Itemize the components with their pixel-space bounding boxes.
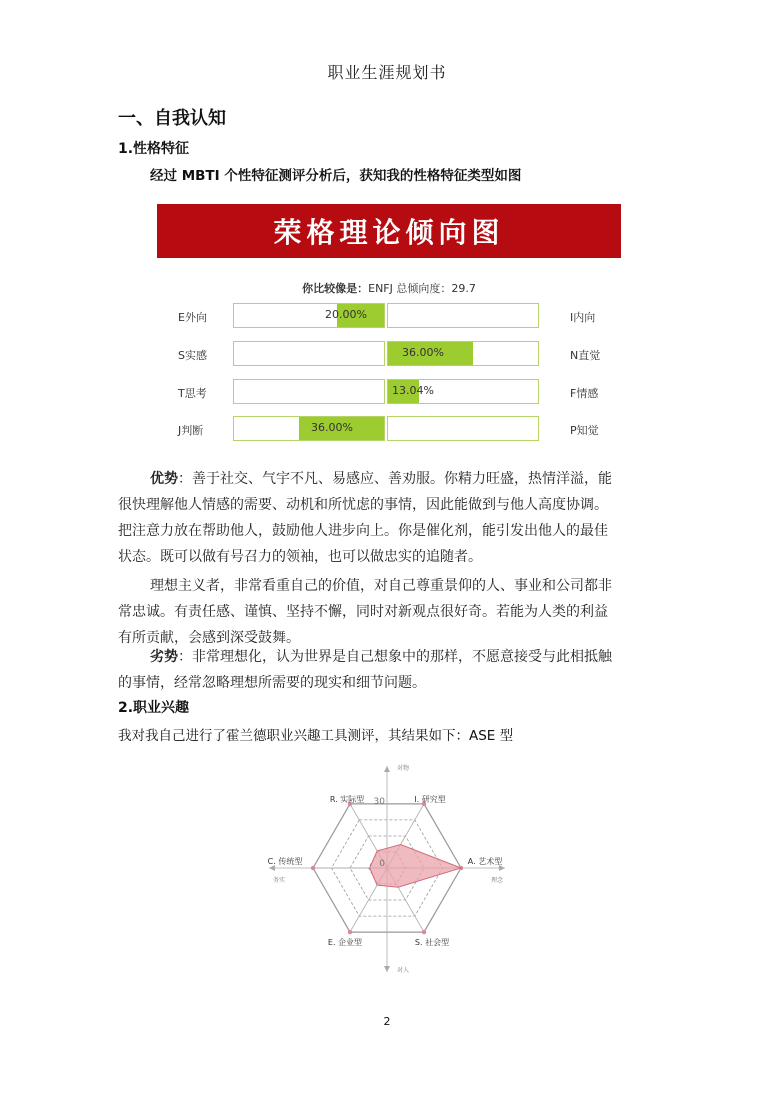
mbti-right-label: N直觉 bbox=[570, 349, 601, 362]
paragraph-idealist-line-1: 理想主义者，非常看重自己的价值，对自己尊重景仰的人、事业和公司都非 bbox=[150, 578, 612, 594]
mbti-bar-value: 13.04% bbox=[392, 384, 434, 397]
mbti-summary-label: 你比较像是： bbox=[302, 282, 369, 295]
weakness-label: 劣势 bbox=[150, 649, 178, 665]
mbti-summary bbox=[157, 280, 621, 296]
mbti-left-label: T思考 bbox=[178, 387, 207, 400]
radar-arrow-down bbox=[384, 966, 390, 972]
mbti-bar-value: 36.00% bbox=[402, 346, 444, 359]
paragraph-weakness-line-2: 的事情，经常忽略理想所需要的现实和细节问题。 bbox=[118, 675, 426, 691]
mbti-left-label: E外向 bbox=[178, 311, 207, 324]
paragraph-strengths-line-3: 把注意力放在帮助他人，鼓励他人进步向上。你是催化剂，能引发出他人的最佳 bbox=[118, 523, 608, 539]
radar-category-label: A. 艺术型 bbox=[467, 857, 503, 866]
radar-category-label: E. 企业型 bbox=[327, 938, 363, 947]
mbti-intro-text: 经过 MBTI 个性特征测评分析后，获知我的性格特征类型如图 bbox=[150, 168, 522, 184]
radar-vertex-dot bbox=[422, 930, 426, 934]
mbti-banner-title: 荣格理论倾向图 bbox=[157, 204, 621, 258]
radar-vertex-dot bbox=[348, 930, 352, 934]
section-heading: 一、自我认知 bbox=[118, 108, 226, 129]
paragraph-idealist-line-3: 有所贡献，会感到深受鼓舞。 bbox=[118, 630, 300, 646]
paragraph-strengths-line-2: 很快理解他人情感的需要、动机和所忧虑的事情，因此能做到与他人高度协调。 bbox=[118, 497, 608, 513]
holland-intro-text: 我对我自己进行了霍兰德职业兴趣工具测评，其结果如下：ASE 型 bbox=[118, 728, 514, 744]
mbti-bar-value: 20.00% bbox=[325, 308, 367, 321]
mbti-summary-value: ENFJ 总倾向度：29.7 bbox=[368, 282, 476, 295]
mbti-left-label: S实感 bbox=[178, 349, 207, 362]
mbti-right-bar-box bbox=[387, 341, 539, 366]
subsection-heading-personality: 1.性格特征 bbox=[118, 141, 190, 157]
document-title: 职业生涯规划书 bbox=[327, 63, 447, 82]
mbti-right-bar-box bbox=[387, 416, 539, 441]
mbti-right-label: F情感 bbox=[570, 387, 599, 400]
radar-category-label: R. 实际型 bbox=[329, 795, 365, 804]
radar-category-label: I. 研究型 bbox=[414, 795, 446, 804]
radar-axis-label-bottom: 对人 bbox=[397, 967, 410, 974]
radar-category-label: S. 社会型 bbox=[414, 938, 450, 947]
mbti-left-label: J判断 bbox=[178, 424, 204, 437]
mbti-left-bar-box bbox=[233, 303, 385, 328]
strengths-label: 优势 bbox=[150, 471, 178, 487]
mbti-right-label: P知觉 bbox=[570, 424, 599, 437]
radar-category-label: C. 传统型 bbox=[267, 857, 303, 866]
radar-tick-max: 30 bbox=[373, 797, 385, 807]
radar-tick-zero: 0 bbox=[379, 859, 385, 869]
page-number: 2 bbox=[383, 1015, 391, 1028]
mbti-right-bar-box bbox=[387, 379, 539, 404]
paragraph-idealist-line-2: 常忠诚。有责任感、谨慎、坚持不懈，同时对新观点很好奇。若能为人类的利益 bbox=[118, 604, 608, 620]
weakness-text-1: ：非常理想化，认为世界是自己想象中的那样，不愿意接受与此相抵触 bbox=[178, 649, 612, 665]
mbti-right-bar-box bbox=[387, 303, 539, 328]
radar-axis-label-left: 务实 bbox=[273, 877, 286, 884]
mbti-left-bar-box bbox=[233, 341, 385, 366]
mbti-bar-value: 36.00% bbox=[311, 421, 353, 434]
paragraph-strengths-line-1 bbox=[150, 466, 612, 492]
mbti-left-bar-box bbox=[233, 379, 385, 404]
strengths-text-1: ：善于社交、气宇不凡、易感应、善劝服。你精力旺盛，热情洋溢，能 bbox=[178, 471, 612, 487]
radar-axis-label-right: 理念 bbox=[491, 877, 504, 884]
radar-vertex-dot bbox=[311, 866, 315, 870]
holland-radar-chart bbox=[255, 758, 525, 980]
paragraph-weakness-line-1 bbox=[150, 644, 612, 670]
paragraph-strengths-line-4: 状态。既可以做有号召力的领袖，也可以做忠实的追随者。 bbox=[118, 549, 482, 565]
mbti-left-bar-box bbox=[233, 416, 385, 441]
radar-axis-label-top: 对物 bbox=[397, 765, 410, 772]
mbti-right-label: I内向 bbox=[570, 311, 596, 324]
radar-arrow-up bbox=[384, 766, 390, 772]
subsection-heading-interest: 2.职业兴趣 bbox=[118, 700, 190, 716]
